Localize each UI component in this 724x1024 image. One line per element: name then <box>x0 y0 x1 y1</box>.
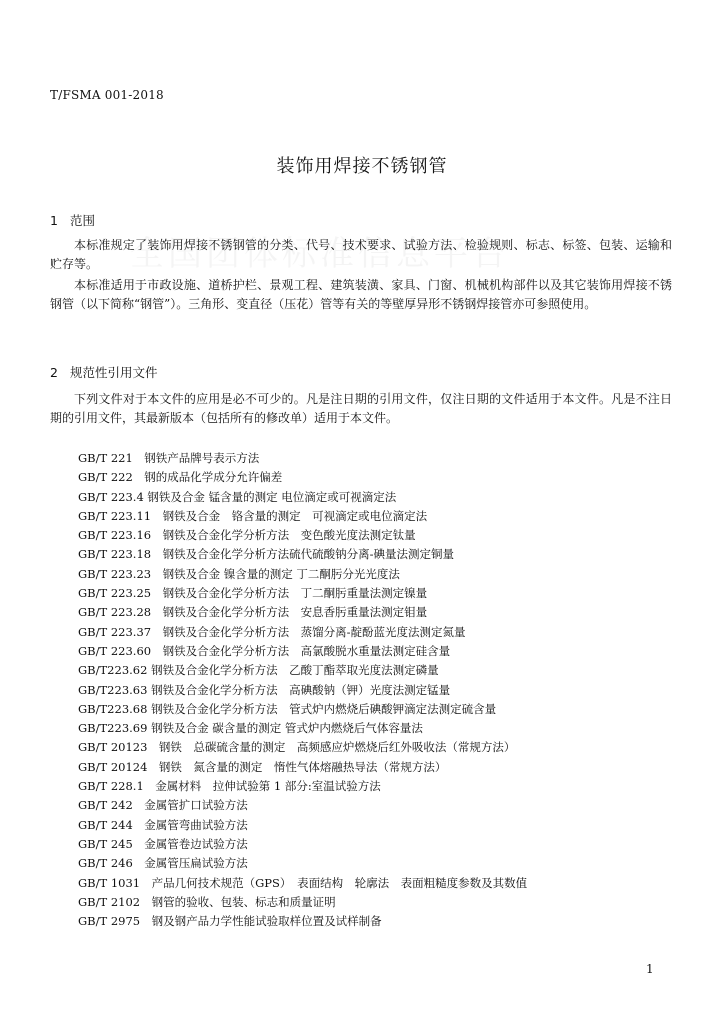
reference-item: GB/T 1031 产品几何技术规范（GPS） 表面结构 轮廓法 表面粗糙度参数及其数值 <box>78 875 528 890</box>
reference-item: GB/T 223.18 钢铁及合金化学分析方法硫代硫酸钠分离-碘量法测定铜量 <box>78 547 454 562</box>
reference-item: GB/T 246 金属管压扁试验方法 <box>78 856 248 871</box>
section-1-paragraph-1: 本标准规定了装饰用焊接不锈钢管的分类、代号、技术要求、试验方法、检验规则、标志、标签、包装、运输和贮存等。 <box>50 238 672 271</box>
section-2-number: 2 <box>50 365 58 380</box>
reference-item: GB/T 223.37 钢铁及合金化学分析方法 蒸馏分离-靛酚蓝光度法测定氮量 <box>78 624 466 639</box>
section-1-number: 1 <box>50 213 58 228</box>
reference-item: GB/T 223.25 钢铁及合金化学分析方法 丁二酮肟重量法测定镍量 <box>78 586 428 601</box>
reference-item: GB/T 20124 钢铁 氮含量的测定 惰性气体熔融热导法（常规方法） <box>78 759 447 774</box>
reference-item: GB/T 2975 钢及钢产品力学性能试验取样位置及试样制备 <box>78 914 382 929</box>
reference-item: GB/T 223.28 钢铁及合金化学分析方法 安息香肟重量法测定钼量 <box>78 605 428 620</box>
section-1-heading <box>50 211 95 229</box>
reference-item: GB/T 223.60 钢铁及合金化学分析方法 高氯酸脱水重量法测定硅含量 <box>78 643 451 658</box>
reference-item: GB/T 242 金属管扩口试验方法 <box>78 798 248 813</box>
reference-item: GB/T223.69 钢铁及合金 碳含量的测定 管式炉内燃烧后气体容量法 <box>78 721 423 736</box>
section-2-title: 规范性引用文件 <box>70 365 158 380</box>
reference-item: GB/T223.68 钢铁及合金化学分析方法 管式炉内燃烧后碘酸钾滴定法测定硫含量 <box>78 701 497 716</box>
document-title: 装饰用焊接不锈钢管 <box>276 156 448 177</box>
reference-item: GB/T 245 金属管卷边试验方法 <box>78 836 248 851</box>
reference-item: GB/T 20123 钢铁 总碳硫含量的测定 高频感应炉燃烧后红外吸收法（常规方法） <box>78 740 516 755</box>
reference-item: GB/T 244 金属管弯曲试验方法 <box>78 817 248 832</box>
reference-item: GB/T 228.1 金属材料 拉伸试验第 1 部分:室温试验方法 <box>78 779 381 794</box>
normative-references-list <box>78 449 527 931</box>
reference-item: GB/T 223.23 钢铁及合金 镍含量的测定 丁二酮肟分光光度法 <box>78 566 400 581</box>
reference-item: GB/T 222 钢的成品化学成分允许偏差 <box>78 470 283 485</box>
reference-item: GB/T223.62 钢铁及合金化学分析方法 乙酸丁酯萃取光度法测定磷量 <box>78 663 439 678</box>
reference-item: GB/T 221 钢铁产品牌号表示方法 <box>78 451 260 465</box>
reference-item: GB/T 223.11 钢铁及合金 铬含量的测定 可视滴定或电位滴定法 <box>78 508 428 523</box>
reference-item: GB/T 223.4 钢铁及合金 锰含量的测定 电位滴定或可视滴定法 <box>78 489 397 504</box>
section-1-title: 范围 <box>70 213 96 228</box>
section-1-paragraph-2: 本标准适用于市政设施、道桥护栏、景观工程、建筑装潢、家具、门窗、机械机构部件以及其它装饰用焊接不锈钢管（以下简称“钢管”）。三角形、变直径（压花）管等有关的等壁厚异形不锈钢焊接管亦可参照使用。 <box>50 278 672 311</box>
section-2-intro: 下列文件对于本文件的应用是必不可少的。凡是注日期的引用文件，仅注日期的文件适用于本文件。凡是不注日期的引用文件，其最新版本（包括所有的修改单）适用于本文件。 <box>50 392 672 425</box>
standard-code: T/FSMA 001-2018 <box>50 88 164 102</box>
reference-item: GB/T 2102 钢管的验收、包装、标志和质量证明 <box>78 894 336 909</box>
reference-item: GB/T 223.16 钢铁及合金化学分析方法 变色酸光度法测定钛量 <box>78 528 416 543</box>
page-number: 1 <box>646 962 654 976</box>
reference-item: GB/T223.63 钢铁及合金化学分析方法 高碘酸钠（钾）光度法测定锰量 <box>78 682 451 697</box>
section-2-heading <box>50 363 158 381</box>
